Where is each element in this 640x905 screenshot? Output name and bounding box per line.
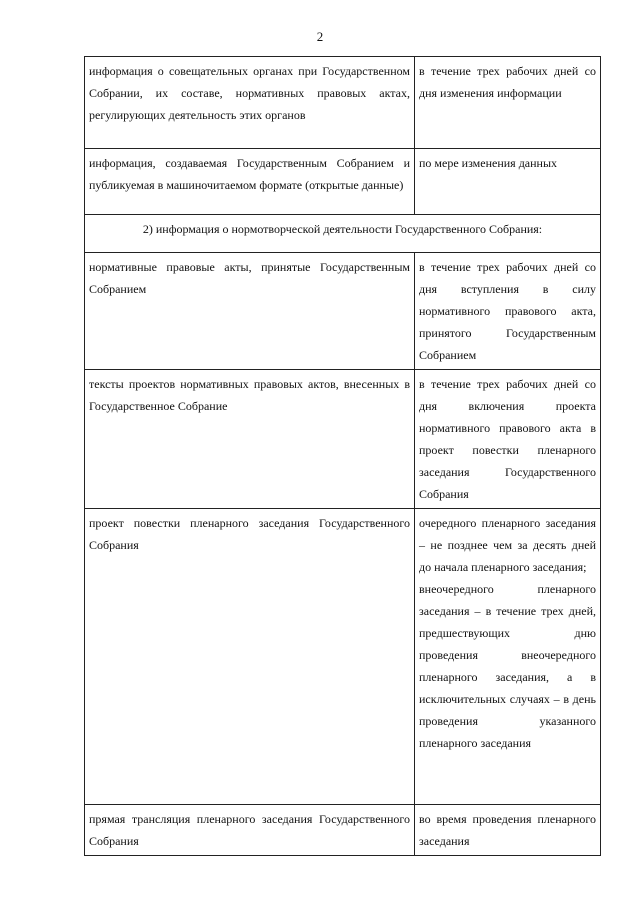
info-cell — [85, 805, 415, 856]
deadline-cell — [415, 57, 601, 149]
deadline-text: в течение трех рабочих дней со дня включения проекта нормативного правового акта в проект повестки пленарного заседания Государственного Собрания — [419, 377, 596, 501]
info-text: информация, создаваемая Государственным Собранием и публикуемая в машиночитаемом формате (открытые данные) — [89, 156, 410, 192]
deadline-text: в течение трех рабочих дней со дня изменения информации — [419, 64, 596, 100]
deadline-text-regular: очередного пленарного заседания – не позднее чем за десять дней до начала пленарного заседания; — [419, 516, 596, 574]
information-table — [84, 56, 601, 856]
deadline-text: в течение трех рабочих дней со дня вступления в силу нормативного правового акта, принятого Государственным Собранием — [419, 260, 596, 362]
deadline-cell — [415, 370, 601, 509]
page-number: 2 — [316, 29, 324, 44]
info-text: тексты проектов нормативных правовых актов, внесенных в Государственное Собрание — [89, 377, 410, 413]
info-text: прямая трансляция пленарного заседания Государственного Собрания — [89, 812, 410, 848]
deadline-cell — [415, 149, 601, 215]
table-row — [85, 805, 601, 856]
deadline-text: во время проведения пленарного заседания — [419, 812, 596, 848]
info-cell — [85, 253, 415, 370]
info-cell — [85, 149, 415, 215]
info-cell — [85, 370, 415, 509]
deadline-cell — [415, 509, 601, 805]
table-row — [85, 509, 601, 805]
table-row — [85, 149, 601, 215]
info-cell — [85, 57, 415, 149]
info-text: проект повестки пленарного заседания Государственного Собрания — [89, 516, 410, 552]
info-cell — [85, 509, 415, 805]
deadline-text: по мере изменения данных — [419, 156, 558, 170]
table-row — [85, 370, 601, 509]
info-text: нормативные правовые акты, принятые Государственным Собранием — [89, 260, 410, 296]
deadline-text-extraordinary: внеочередного пленарного заседания – в течение трех дней, предшествующих дню проведения внеочередного пленарного заседания, а в исключительных случаях – в день проведения указанного пленарного заседания — [419, 582, 596, 750]
deadline-cell — [415, 805, 601, 856]
deadline-cell — [415, 253, 601, 370]
table-row — [85, 57, 601, 149]
table-row — [85, 253, 601, 370]
section-heading: 2) информация о нормотворческой деятельности Государственного Собрания: — [85, 215, 601, 253]
info-text: информация о совещательных органах при Государственном Собрании, их составе, нормативных правовых актах, регулирующих деятельность этих органов — [89, 64, 410, 122]
section-heading-row — [85, 215, 601, 253]
